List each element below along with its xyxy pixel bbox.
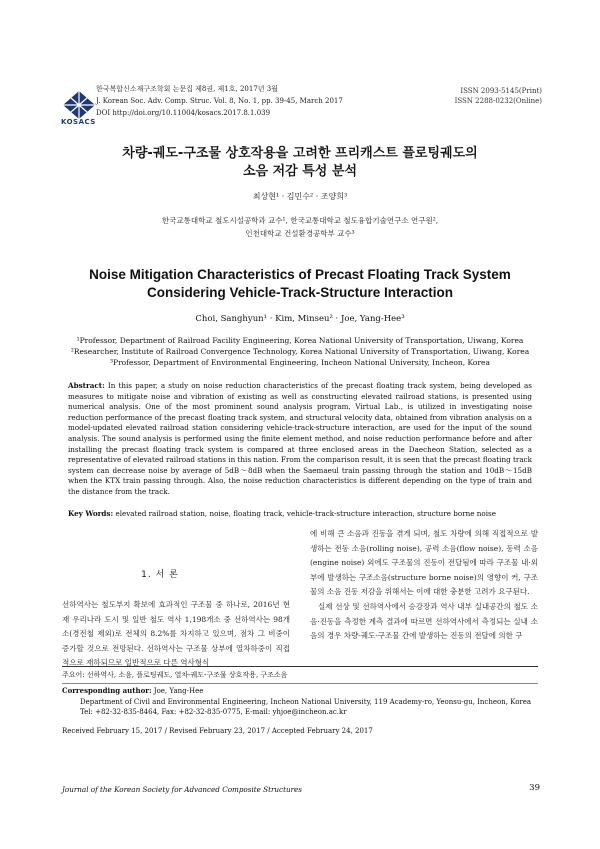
keywords-text: elevated railroad station, noise, floating track, vehicle-track-structure interaction, structure borne noise [115, 509, 496, 518]
corresponding-author [62, 686, 538, 696]
title-ko-line2: 소음 저감 특성 분석 [242, 164, 358, 179]
affiliation-ko-line1: 한국교통대학교 철도시설공학과 교수¹, 한국교통대학교 철도융합기술연구소 연구원², [161, 216, 439, 225]
body-right-column [310, 527, 538, 644]
paragraph: 에 비해 큰 소음과 진동을 겪게 되며, 철도 차량에 의해 직접적으로 발생하는 전동 소음(rolling noise), 공력 소음(flow noise), 동력 소음(engine noise) 외에도 구조물의 진동이 전달됨에 따라 구조물 내·외부에 발생하는 구조소음(structure borne noise)의 영향이 커, 구조물의 소음 진동 저감을 위해서는 이에 대한 충분한 고려가 요구된다. [310, 529, 538, 597]
abstract-label: Abstract: [68, 381, 105, 390]
title-en-line1: Noise Mitigation Characteristics of Precast Floating Track System [89, 267, 511, 282]
abstract-text: In this paper, a study on noise reduction characteristics of the precast floating track system, being developed as measures to mitigate noise and vibration of existing as well as constructing elevated railroad stations, is presented using numerical analysis. One of the most prominent sound analysis program, Virtual Lab., is utilized in investigating noise reduction performance of the precast floating track system, and structural velocity data, obtained from vibration analysis on a model-updated elevated railroad station considering vehicle-track-structure interaction, are used for the input of the sound analysis. The sound analysis is performed using the finite element method, and noise reduction performance before and after installing the precast floating track system is compared at three enclosed areas in the Daecheon Station, selected as a representative of elevated railroad stations in this nation. From the comparison result, it is seen that the precast floating track system can decrease noise by average of 5dB～8dB when the Saemaeul train passing through the station and 10dB～15dB when the KTX train passing through. Also, the noise reduction characteristics is different depending on the type of train and the distance from the track. [68, 381, 532, 496]
issn-print: ISSN 2093-5145(Print) [460, 87, 542, 95]
received-dates: Received February 15, 2017 / Revised February 23, 2017 / Accepted February 24, 2017 [62, 727, 373, 735]
page-number: 39 [529, 783, 540, 793]
journal-info-en: J. Korean Soc. Adv. Comp. Struc. Vol. 8, No. 1, pp. 39-45, March 2017 [96, 97, 343, 105]
corresponding-author-name: Joe, Yang-Hee [153, 687, 204, 695]
section-heading: 1. 서 론 [141, 570, 179, 580]
affiliation-en-line1: ¹Professor, Department of Railroad Facility Engineering, Korea National University of Transportation, Uiwang, Korea [76, 336, 524, 345]
issn-online: ISSN 2288-0232(Online) [454, 97, 542, 105]
authors-en: Choi, Sanghyun¹ · Kim, Minseu² · Joe, Yang-Hee³ [195, 314, 405, 324]
footnote-divider [62, 683, 538, 684]
kosacs-logo-icon [62, 90, 96, 120]
keywords [68, 509, 532, 519]
journal-info-ko: 한국복합신소재구조학회 논문집 제8권, 제1호, 2017년 3월 [96, 85, 278, 93]
logo-text: KOSACS [61, 118, 96, 126]
authors-ko: 최상현¹ · 김민수² · 조양희³ [252, 192, 348, 201]
paragraph: 선하역사는 철도부지 확보에 효과적인 구조물 중 하나로, 2016년 현재 우리나라 도시 및 일반 철도 역사 1,198개소 중 선하역사는 98개소(경전철 제외)로 전체의 8.2%를 차지하고 있으며, 점차 그 비중이 증가할 것으로 전망된다. 선하역사는 구조물 상부에 열차하중이 직접적으로 재하되므로 일반적으로 다른 역사형식 [62, 600, 290, 668]
paragraph: 실제 선상 및 선하역사에서 승강장과 역사 내부 실내공간의 철도 소음·진동을 측정한 계측 결과에 따르면 선하역사에서 측정되는 실내 소음의 경우 차량-궤도-구조물 간에 발생하는 진동의 전달에 의한 구 [310, 601, 538, 641]
keywords-label: Key Words: [68, 509, 114, 518]
doi-link[interactable]: DOI http://doi.org/10.11004/kosacs.2017.8.1.039 [96, 109, 271, 117]
keywords-ko: 주요어: 선하역사, 소음, 플로팅궤도, 열차-궤도-구조물 상호작용, 구조소음 [62, 671, 288, 679]
corresponding-author-label: Corresponding author: [62, 686, 152, 695]
affiliation-en-line3: ³Professor, Department of Environmental Engineering, Incheon National University, Incheon, Korea [110, 358, 490, 367]
corresponding-author-contact: Tel: +82-32-835-8464, Fax: +82-32-835-0775, E-mail: yhjoe@incheon.ac.kr [80, 708, 347, 716]
title-en-line2: Considering Vehicle-Track-Structure Interaction [146, 285, 454, 300]
journal-name-footer: Journal of the Korean Society for Advanced Composite Structures [62, 785, 302, 794]
title-ko-line1: 차량-궤도-구조물 상호작용을 고려한 프리캐스트 플로팅궤도의 [122, 146, 478, 161]
corresponding-author-dept: Department of Civil and Environmental Engineering, Incheon National University, 119 Academy-ro, Yeonsu-gu, Incheon, Korea [80, 698, 532, 706]
body-left-column [62, 598, 290, 671]
abstract [68, 381, 532, 498]
affiliation-en-line2: ²Researcher, Institute of Railroad Convergence Technology, Korea National University of Transportation, Uiwang, Korea [70, 347, 530, 356]
footnote-divider [62, 666, 538, 667]
affiliation-ko-line2: 인천대학교 건설환경공학부 교수³ [245, 229, 355, 238]
